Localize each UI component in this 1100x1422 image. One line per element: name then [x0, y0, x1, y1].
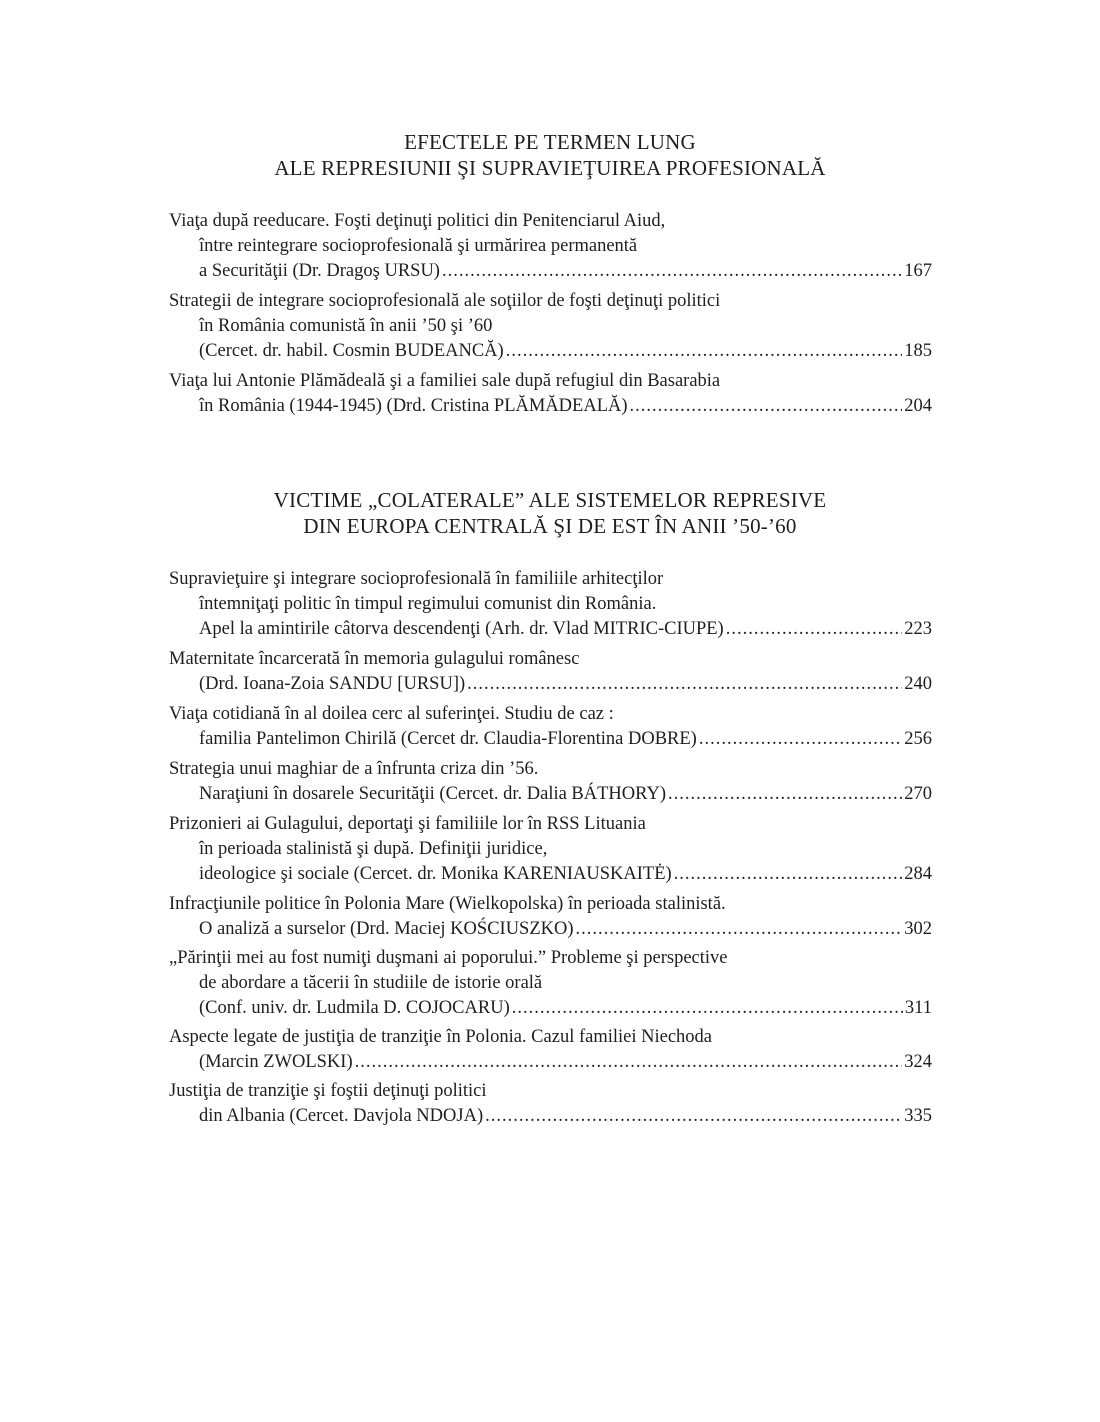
toc-entry	[169, 289, 932, 364]
entry-last-line	[169, 672, 932, 697]
entry-title-line: Aspecte legate de justiţia de tranziţie în Polonia. Cazul familiei Niechoda	[169, 1027, 712, 1047]
dot-leader	[467, 672, 902, 697]
entry-last-line	[169, 617, 932, 642]
entry-title-line: Prizonieri ai Gulagului, deportaţi şi familiile lor în RSS Lituania	[169, 814, 646, 834]
dot-leader	[630, 394, 903, 419]
toc-entry	[169, 1025, 932, 1075]
toc-entry	[169, 812, 932, 887]
entry-title-line: Naraţiuni în dosarele Securităţii (Cercet. dr. Dalia BÁTHORY)	[199, 784, 666, 804]
dot-leader	[668, 782, 902, 807]
dot-leader	[506, 339, 903, 364]
page-number: 223	[904, 619, 932, 639]
entry-last-line	[169, 1104, 932, 1129]
entry-title-line: între reintegrare socioprofesională şi urmărirea permanentă	[199, 236, 638, 256]
page-number: 240	[904, 674, 932, 694]
page-number: 185	[904, 341, 932, 361]
dot-leader	[699, 727, 902, 752]
entry-last-line	[169, 1050, 932, 1075]
entry-title-line: Viaţa lui Antonie Plămădeală şi a familiei sale după refugiul din Basarabia	[169, 371, 721, 391]
entry-title-line: din Albania (Cercet. Davjola NDOJA)	[199, 1106, 484, 1126]
page-number: 204	[904, 396, 932, 416]
section-title-line: EFECTELE PE TERMEN LUNG	[404, 130, 696, 154]
entry-title-line: a Securităţii (Dr. Dragoş URSU)	[199, 261, 440, 281]
dot-leader	[355, 1050, 903, 1075]
section-heading-1	[150, 129, 950, 181]
entry-title-line: Strategia unui maghiar de a înfrunta criza din ’56.	[169, 759, 539, 779]
toc-entry	[169, 702, 932, 752]
dot-leader	[674, 862, 903, 887]
page-number: 284	[904, 864, 932, 884]
toc-entry	[169, 1079, 932, 1129]
entry-title-line: (Drd. Ioana-Zoia SANDU [URSU])	[199, 674, 466, 694]
page-number: 335	[904, 1106, 932, 1126]
toc-entry	[169, 647, 932, 697]
entry-title-line: O analiză a surselor (Drd. Maciej KOŚCIUSZKO)	[199, 919, 574, 939]
section-title-line: ALE REPRESIUNII ŞI SUPRAVIEŢUIREA PROFESIONALĂ	[274, 156, 826, 180]
toc-entry	[169, 946, 932, 1021]
page-number: 324	[904, 1052, 932, 1072]
entry-last-line	[169, 917, 932, 942]
page-number: 167	[904, 261, 932, 281]
entry-title-line: ideologice şi sociale (Cercet. dr. Monika KARENIAUSKAITĖ)	[199, 864, 672, 884]
dot-leader	[576, 917, 903, 942]
entry-last-line	[169, 727, 932, 752]
section-title-line: VICTIME „COLATERALE” ALE SISTEMELOR REPRESIVE	[273, 488, 827, 512]
entry-last-line	[169, 862, 932, 887]
toc-entry	[169, 369, 932, 419]
page-number: 270	[904, 784, 932, 804]
entry-title-line: familia Pantelimon Chirilă (Cercet dr. Claudia-Florentina DOBRE)	[199, 729, 697, 749]
entry-last-line	[169, 259, 932, 284]
entry-title-line: Infracţiunile politice în Polonia Mare (Wielkopolska) în perioada stalinistă.	[169, 894, 726, 914]
toc-entry	[169, 567, 932, 642]
page-number: 256	[904, 729, 932, 749]
entry-last-line	[169, 782, 932, 807]
entry-last-line	[169, 339, 932, 364]
entry-title-line: în România comunistă în anii ’50 şi ’60	[199, 316, 493, 336]
dot-leader	[485, 1104, 902, 1129]
page-number: 311	[904, 998, 932, 1018]
entry-title-line: (Cercet. dr. habil. Cosmin BUDEANCĂ)	[199, 341, 504, 361]
entry-title-line: „Părinţii mei au fost numiţi duşmani ai poporului.” Probleme şi perspective	[169, 948, 728, 968]
dot-leader	[726, 617, 903, 642]
dot-leader	[442, 259, 902, 284]
entry-title-line: întemniţaţi politic în timpul regimului comunist din România.	[199, 594, 657, 614]
entry-title-line: Justiţia de tranziţie şi foştii deţinuţi politici	[169, 1081, 487, 1101]
entry-last-line	[169, 996, 932, 1021]
dot-leader	[512, 996, 903, 1021]
entry-title-line: (Marcin ZWOLSKI)	[199, 1052, 353, 1072]
entry-title-line: în România (1944-1945) (Drd. Cristina PLĂMĂDEALĂ)	[199, 396, 628, 416]
entry-title-line: Maternitate încarcerată în memoria gulagului românesc	[169, 649, 580, 669]
section-title-line: DIN EUROPA CENTRALĂ ŞI DE EST ÎN ANII ’50-’60	[303, 514, 797, 538]
entry-title-line: (Conf. univ. dr. Ludmila D. COJOCARU)	[199, 998, 510, 1018]
entry-title-line: Viaţa cotidiană în al doilea cerc al suferinţei. Studiu de caz :	[169, 704, 614, 724]
toc-entry	[169, 209, 932, 284]
entry-title-line: Supravieţuire şi integrare socioprofesională în familiile arhitecţilor	[169, 569, 664, 589]
toc-entry	[169, 892, 932, 942]
entry-title-line: Strategii de integrare socioprofesională ale soţiilor de foşti deţinuţi politici	[169, 291, 721, 311]
section-heading-2	[150, 487, 950, 539]
page-number: 302	[904, 919, 932, 939]
toc-entry	[169, 757, 932, 807]
entry-title-line: în perioada stalinistă şi după. Definiţii juridice,	[199, 839, 548, 859]
entry-title-line: Apel la amintirile câtorva descendenţi (Arh. dr. Vlad MITRIC-CIUPE)	[199, 619, 724, 639]
entry-title-line: Viaţa după reeducare. Foşti deţinuţi politici din Penitenciarul Aiud,	[169, 211, 666, 231]
entry-title-line: de abordare a tăcerii în studiile de istorie orală	[199, 973, 543, 993]
entry-last-line	[169, 394, 932, 419]
